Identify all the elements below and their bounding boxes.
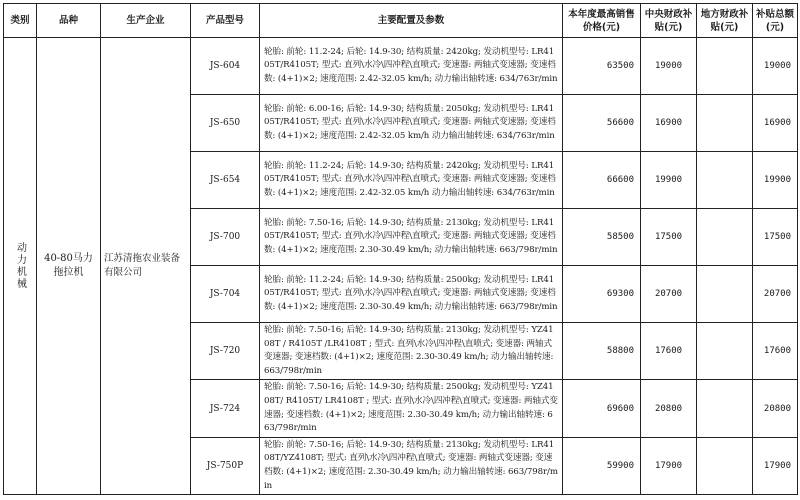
total-subsidy-cell: 17900	[753, 437, 798, 494]
model-cell: JS-604	[191, 38, 260, 95]
category-cell	[4, 38, 37, 495]
price-cell: 58500	[563, 209, 641, 266]
total-subsidy-cell: 20800	[753, 380, 798, 437]
total-subsidy-cell: 20700	[753, 266, 798, 323]
local-subsidy-cell	[697, 323, 753, 380]
total-subsidy-cell: 19900	[753, 152, 798, 209]
central-subsidy-cell: 20700	[641, 266, 697, 323]
central-subsidy-cell: 17500	[641, 209, 697, 266]
central-subsidy-cell: 20800	[641, 380, 697, 437]
spec-cell: 轮胎: 前轮: 6.00-16; 后轮: 14.9-30; 结构质量: 2050kg; 发动机型号: LR4105T/R4105T; 型式: 直列\水冷\四冲程\直喷式; 变速器: 两轴式变速器; 变速档数: (4+1)×2; 速度范围: 2.42-32.05 km/h 动力输出轴转速: 634/763r/min	[260, 95, 563, 152]
price-cell: 58800	[563, 323, 641, 380]
price-cell: 63500	[563, 38, 641, 95]
price-cell: 69300	[563, 266, 641, 323]
local-subsidy-cell	[697, 152, 753, 209]
header-manufacturer: 生产企业	[101, 4, 191, 38]
central-subsidy-cell: 19900	[641, 152, 697, 209]
price-cell: 66600	[563, 152, 641, 209]
header-price: 本年度最高销售价格(元)	[563, 4, 641, 38]
local-subsidy-cell	[697, 266, 753, 323]
header-model: 产品型号	[191, 4, 260, 38]
local-subsidy-cell	[697, 95, 753, 152]
header-config: 主要配置及参数	[260, 4, 563, 38]
subsidy-table	[3, 3, 798, 495]
central-subsidy-cell: 17600	[641, 323, 697, 380]
spec-cell: 轮胎: 前轮: 11.2-24; 后轮: 14.9-30; 结构质量: 2420kg; 发动机型号: LR4105T/R4105T; 型式: 直列\水冷\四冲程\直喷式; 变速器: 两轴式变速器; 变速档数: (4+1)×2; 速度范围: 2.42-32.05 km/h 动力输出轴转速: 634/763r/min	[260, 152, 563, 209]
spec-cell: 轮胎: 前轮: 7.50-16; 后轮: 14.9-30; 结构质量: 2130kg; 发动机型号: LR4105T/R4105T; 型式: 直列\水冷\四冲程\直喷式; 变速器: 两轴式变速器; 变速档数: (4+1)×2; 速度范围: 2.30-30.49 km/h; 动力输出轴转速: 663/798r/min	[260, 209, 563, 266]
model-cell: JS-720	[191, 323, 260, 380]
spec-cell: 轮胎: 前轮: 11.2-24; 后轮: 14.9-30; 结构质量: 2420kg; 发动机型号: LR4105T/R4105T; 型式: 直列\水冷\四冲程\直喷式; 变速器: 两轴式变速器; 变速档数: (4+1)×2; 速度范围: 2.42-32.05 km/h; 动力输出轴转速: 634/763r/min	[260, 38, 563, 95]
header-category: 类别	[4, 4, 37, 38]
variety-cell: 40-80马力拖拉机	[37, 38, 101, 495]
model-cell: JS-650	[191, 95, 260, 152]
local-subsidy-cell	[697, 209, 753, 266]
price-cell: 59900	[563, 437, 641, 494]
header-local-subsidy: 地方财政补贴(元)	[697, 4, 753, 38]
model-cell: JS-700	[191, 209, 260, 266]
local-subsidy-cell	[697, 437, 753, 494]
header-central-subsidy: 中央财政补贴(元)	[641, 4, 697, 38]
header-row	[4, 4, 798, 38]
model-cell: JS-750P	[191, 437, 260, 494]
header-variety: 品种	[37, 4, 101, 38]
local-subsidy-cell	[697, 38, 753, 95]
header-total-subsidy: 补贴总额(元)	[753, 4, 798, 38]
spec-cell: 轮胎: 前轮: 7.50-16; 后轮: 14.9-30; 结构质量: 2500kg; 发动机型号: YZ4108T/ R4105T/ LR4108T ; 型式: 直列\水冷\四冲程\直喷式; 变速器: 两轴式变速器; 变速档数: (4+1)×2; 速度范围: 2.30-30.49 km/h; 动力输出轴转速: 663/798r/min	[260, 380, 563, 437]
central-subsidy-cell: 17900	[641, 437, 697, 494]
total-subsidy-cell: 17500	[753, 209, 798, 266]
category-label: 动力机械	[14, 242, 26, 291]
total-subsidy-cell: 19000	[753, 38, 798, 95]
price-cell: 69600	[563, 380, 641, 437]
price-cell: 56600	[563, 95, 641, 152]
spec-cell: 轮胎: 前轮: 7.50-16; 后轮: 14.9-30; 结构质量: 2130kg; 发动机型号: YZ4108T / R4105T /LR4108T ; 型式: 直列\水冷\四冲程\直喷式; 变速器: 两轴式变速器; 变速档数: (4+1)×2; 速度范围: 2.30-30.49 km/h; 动力输出轴转速: 663/798r/min	[260, 323, 563, 380]
total-subsidy-cell: 16900	[753, 95, 798, 152]
central-subsidy-cell: 19000	[641, 38, 697, 95]
model-cell: JS-724	[191, 380, 260, 437]
total-subsidy-cell: 17600	[753, 323, 798, 380]
spec-cell: 轮胎: 前轮: 11.2-24; 后轮: 14.9-30; 结构质量: 2500kg; 发动机型号: LR4105T/R4105T; 型式: 直列\水冷\四冲程\直喷式; 变速器: 两轴式变速器; 变速档数: (4+1)×2; 速度范围: 2.30-30.49 km/h; 动力输出轴转速: 663/798r/min	[260, 266, 563, 323]
model-cell: JS-654	[191, 152, 260, 209]
table-row	[4, 38, 798, 95]
manufacturer-cell: 江苏清拖农业装备有限公司	[101, 38, 191, 495]
local-subsidy-cell	[697, 380, 753, 437]
spec-cell: 轮胎: 前轮: 7.50-16; 后轮: 14.9-30; 结构质量: 2130kg; 发动机型号: LR4108T/YZ4108T; 型式: 直列\水冷\四冲程\直喷式; 变速器: 两轴式变速器; 变速档数: (4+1)×2; 速度范围: 2.30-30.49 km/h; 动力输出轴转速: 663/798r/min	[260, 437, 563, 494]
central-subsidy-cell: 16900	[641, 95, 697, 152]
model-cell: JS-704	[191, 266, 260, 323]
